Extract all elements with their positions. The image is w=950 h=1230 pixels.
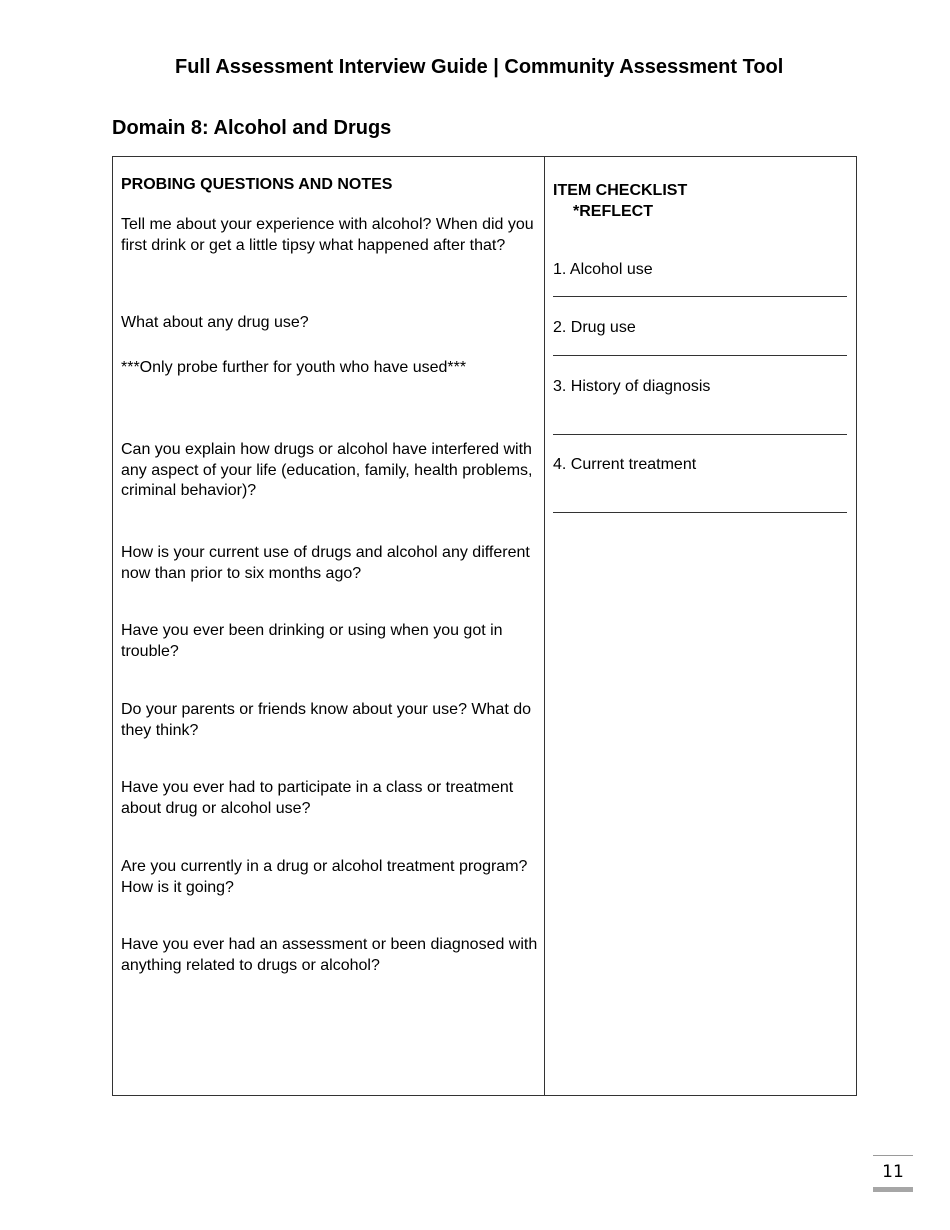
checklist-item: 3. History of diagnosis: [553, 378, 711, 395]
probing-question: What about any drug use?: [121, 314, 309, 331]
domain-title: Domain 8: Alcohol and Drugs: [112, 117, 392, 139]
checklist-item: 1. Alcohol use: [553, 261, 653, 278]
checklist-entry-line: [553, 512, 847, 513]
probing-question: Are you currently in a drug or alcohol treatment program? How is it going?: [121, 858, 528, 896]
probing-question: Do your parents or friends know about your use? What do they think?: [121, 701, 531, 739]
page-number-accent-bar: [873, 1187, 913, 1192]
page-number: 11: [873, 1155, 913, 1191]
item-checklist-heading: [553, 181, 687, 222]
checklist-entry-line: [553, 434, 847, 435]
checklist-entry-line: [553, 296, 847, 297]
probing-question: Have you ever had to participate in a class or treatment about drug or alcohol use?: [121, 779, 514, 817]
column-divider: [544, 156, 545, 1096]
probing-question: Tell me about your experience with alcohol? When did you first drink or get a little tipsy what happened after that?: [121, 216, 534, 254]
document-header-title: Full Assessment Interview Guide | Community Assessment Tool: [175, 56, 784, 78]
probing-question: How is your current use of drugs and alcohol any different now than prior to six months ago?: [121, 544, 530, 582]
checklist-entry-line: [553, 355, 847, 356]
item-checklist-subtitle: *REFLECT: [573, 202, 653, 220]
item-checklist-title: ITEM CHECKLIST: [553, 182, 688, 199]
probing-question: Have you ever had an assessment or been diagnosed with anything related to drugs or alcohol?: [121, 936, 538, 974]
probing-instruction: ***Only probe further for youth who have used***: [121, 359, 467, 376]
probing-question: Can you explain how drugs or alcohol have interfered with any aspect of your life (education, family, health problems, criminal behavior)?: [121, 441, 533, 499]
probing-question: Have you ever been drinking or using when you got in trouble?: [121, 622, 503, 660]
probing-questions-heading: PROBING QUESTIONS AND NOTES: [121, 176, 393, 193]
checklist-item: 4. Current treatment: [553, 456, 697, 473]
checklist-item: 2. Drug use: [553, 319, 636, 336]
